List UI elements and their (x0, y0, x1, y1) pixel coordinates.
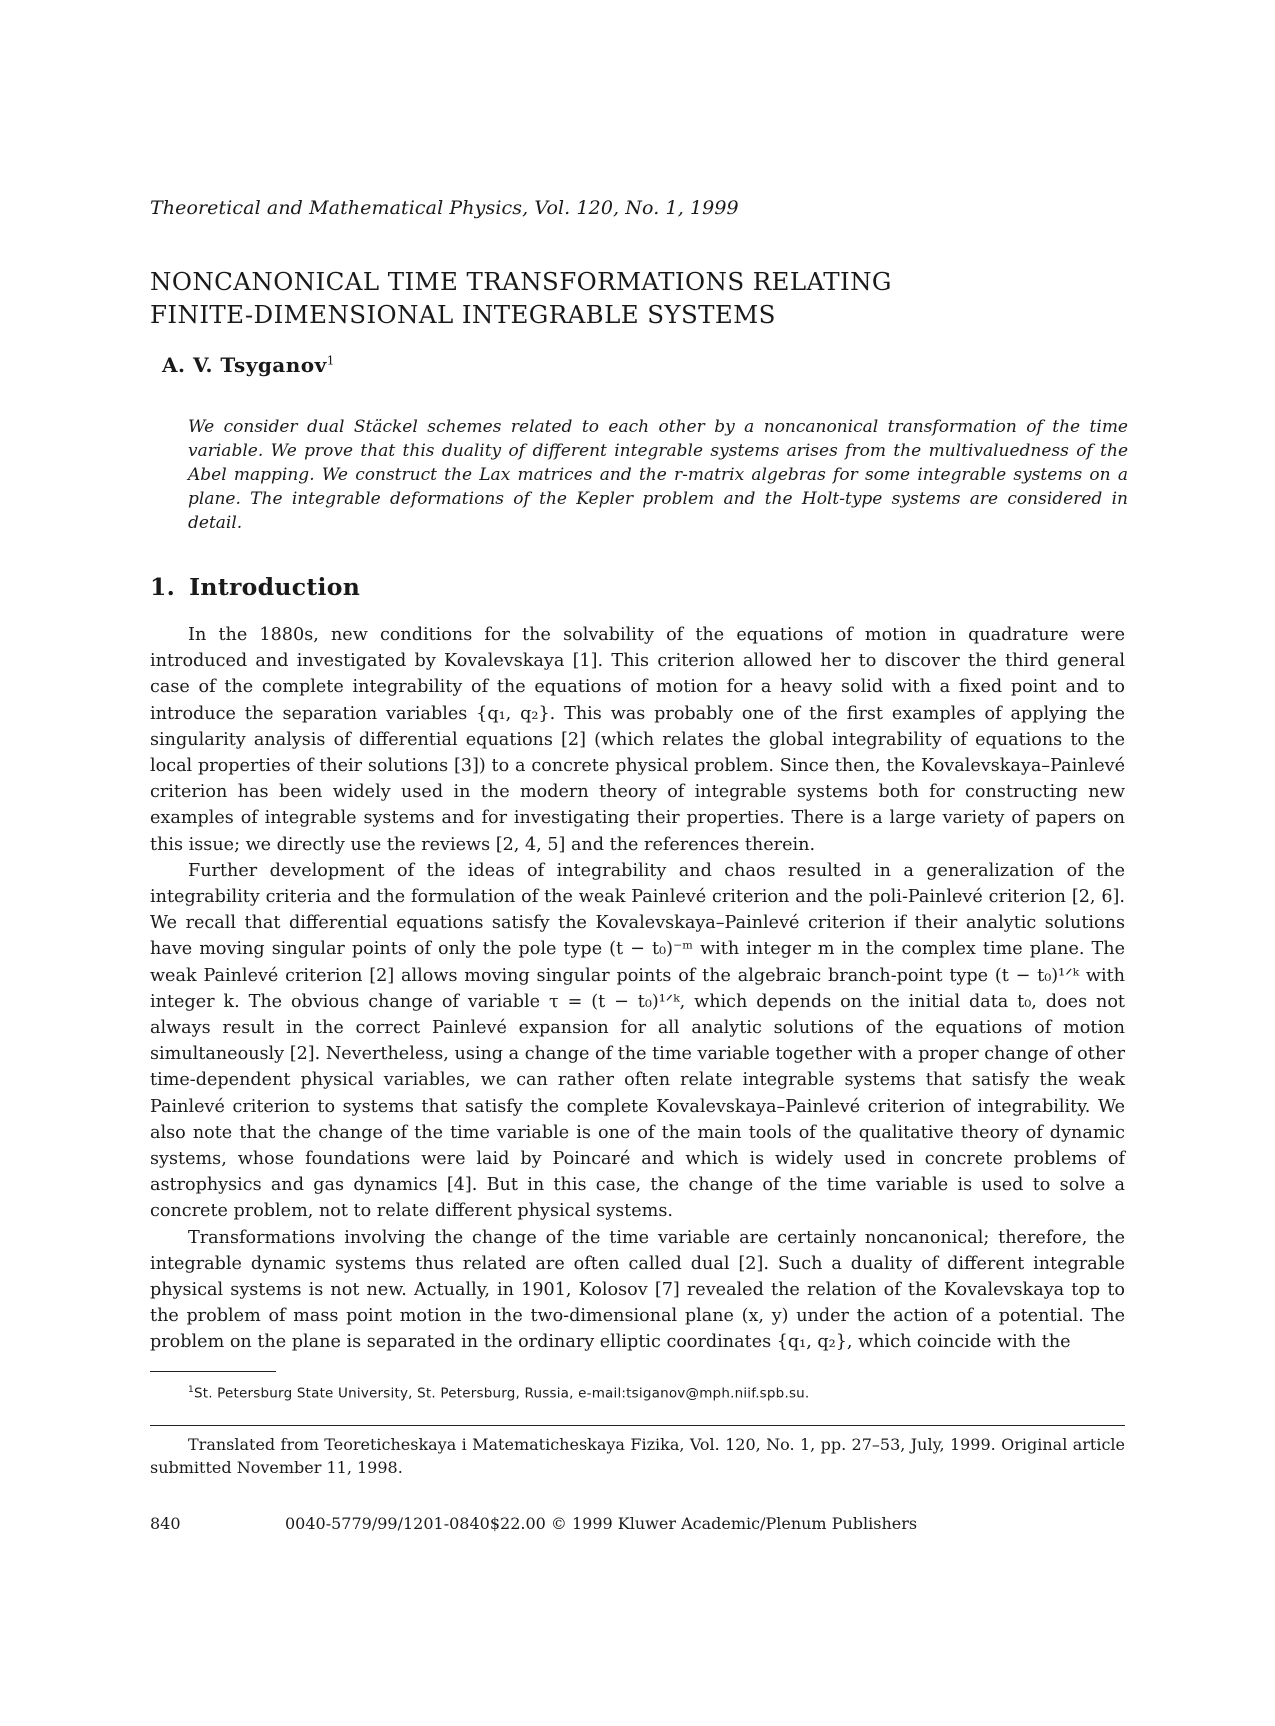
title-line-2: FINITE-DIMENSIONAL INTEGRABLE SYSTEMS (150, 300, 776, 329)
title-line-1: NONCANONICAL TIME TRANSFORMATIONS RELATING (150, 267, 892, 296)
paragraph-3: Transformations involving the change of the time variable are certainly noncanonical; therefore, the integrable dynamic systems thus related are often called dual [2]. Such a duality of different integrable physical systems is not new. Actually, in 1901, Kolosov [7] revealed the relation of the Kovalevskaya top to the problem of mass point motion in the two-dimensional plane (x, y) under the action of a potential. The problem on the plane is separated in the ordinary elliptic coordinates {q₁, q₂}, which coincide with the (150, 1227, 1125, 1353)
translation-divider (150, 1425, 1125, 1426)
author-name: A. V. Tsyganov (162, 353, 327, 377)
abstract: We consider dual Stäckel schemes related to each other by a noncanonical transformation of the time variable. We prove that this duality of different integrable systems arises from the multivaluedness of the Abel mapping. We construct the Lax matrices and the r-matrix algebras for some integrable systems on a plane. The integrable deformations of the Kepler problem and the Holt-type systems are considered in detail. (188, 417, 1128, 533)
body-text (150, 622, 1125, 1356)
footnote-text: St. Petersburg State University, St. Petersburg, Russia, e-mail:tsiganov@mph.niif.spb.su. (193, 1385, 810, 1402)
section-heading (150, 573, 360, 601)
page-number: 840 (150, 1514, 181, 1533)
paragraph-2: Further development of the ideas of integrability and chaos resulted in a generalization of the integrability criteria and the formulation of the weak Painlevé criterion and the poli-Painlevé criterion [2, 6]. We recall that differential equations satisfy the Kovalevskaya–Painlevé criterion if their analytic solutions have moving singular points of only the pole type (t − t₀)⁻ᵐ with integer m in the complex time plane. The weak Painlevé criterion [2] allows moving singular points of the algebraic branch-point type (t − t₀)¹ᐟᵏ with integer k. The obvious change of variable τ = (t − t₀)¹ᐟᵏ, which depends on the initial data t₀, does not always result in the correct Painlevé expansion for all analytic solutions of the equations of motion simultaneously [2]. Nevertheless, using a change of the time variable together with a proper change of other time-dependent physical variables, we can rather often relate integrable systems that satisfy the weak Painlevé criterion to systems that satisfy the complete Kovalevskaya–Painlevé criterion of integrability. We also note that the change of the time variable is one of the main tools of the qualitative theory of dynamic systems, whose foundations were laid by Poincaré and which is widely used in concrete problems of astrophysics and gas dynamics [4]. But in this case, the change of the time variable is used to solve a concrete problem, not to relate different physical systems. (150, 860, 1125, 1222)
section-number: 1. (150, 573, 176, 601)
author (162, 353, 335, 377)
author-footnote-mark: 1 (326, 353, 335, 368)
journal-citation: Theoretical and Mathematical Physics, Vol. 120, No. 1, 1999 (150, 197, 739, 219)
paper-title (150, 265, 1125, 331)
translation-note-text: Translated from Teoreticheskaya i Matematicheskaya Fizika, Vol. 120, No. 1, pp. 27–53, July, 1999. Original article submitted November 11, 1998. (150, 1435, 1125, 1477)
translation-note (150, 1433, 1125, 1479)
section-title: Introduction (189, 573, 361, 601)
paragraph-1: In the 1880s, new conditions for the solvability of the equations of motion in quadrature were introduced and investigated by Kovalevskaya [1]. This criterion allowed her to discover the third general case of the complete integrability of the equations of motion for a heavy solid with a fixed point and to introduce the separation variables {q₁, q₂}. This was probably one of the first examples of applying the singularity analysis of differential equations [2] (which relates the global integrability of equations to the local properties of their solutions [3]) to a concrete physical problem. Since then, the Kovalevskaya–Painlevé criterion has been widely used in the modern theory of integrable systems both for constructing new examples of integrable systems and for investigating their properties. There is a large variety of papers on this issue; we directly use the reviews [2, 4, 5] and the references therein. (150, 625, 1125, 855)
footnote-mark: 1 (188, 1385, 194, 1395)
footnote (188, 1385, 1118, 1402)
copyright-line: 0040-5779/99/1201-0840$22.00 © 1999 Kluwer Academic/Plenum Publishers (285, 1514, 918, 1533)
footnote-divider (150, 1371, 276, 1372)
